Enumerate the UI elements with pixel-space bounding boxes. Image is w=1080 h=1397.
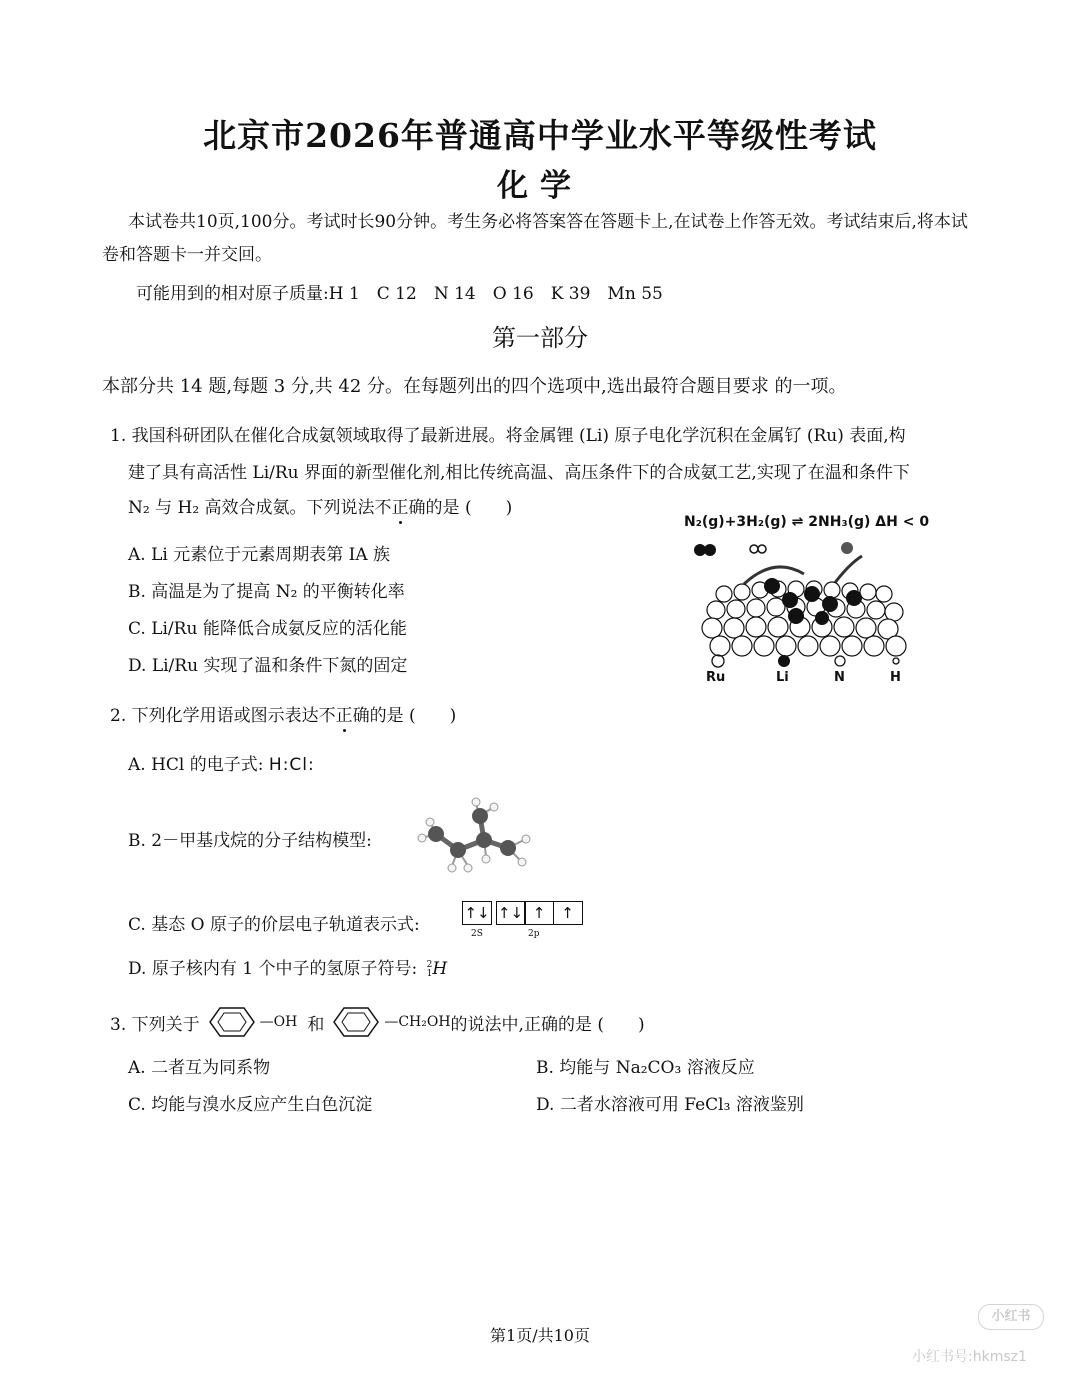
ru-legend-icon — [706, 654, 730, 668]
q1-line3 — [128, 492, 512, 525]
intro-line2: 后,将本试卷和答题卡一并交回。 — [102, 212, 968, 265]
isotope-mass-number: 2 — [426, 959, 433, 970]
q3-option-d: D. 二者水溶液可用 FeCl₃ 溶液鉴别 — [536, 1095, 804, 1115]
legend-n-label: N — [834, 670, 845, 685]
q1-stem-emphasis: 不正确 — [374, 498, 426, 518]
legend-li-label: Li — [776, 670, 789, 685]
q3-option-b: B. 均能与 Na₂CO₃ 溶液反应 — [536, 1058, 755, 1078]
subject-title: 化学 — [497, 168, 583, 204]
catalyst-surface-illustration — [684, 534, 944, 664]
q3-and: 和 — [307, 1014, 325, 1035]
orbital-box-2p-3: ↑ — [553, 901, 583, 925]
atomic-masses: 可能用到的相对原子质量:H 1 C 12 N 14 O 16 K 39 Mn 55 — [136, 284, 663, 304]
isotope-element: H — [432, 959, 448, 979]
hcl-electron-formula: H:Cl: — [268, 755, 315, 775]
q2-stem-emphasis: 不正确 — [318, 706, 370, 726]
part1-title: 第一部分 — [492, 324, 588, 352]
q3-group-ch2oh: —CH₂OH — [384, 1014, 451, 1030]
q1-option-a: A. Li 元素位于元素周期表第 IA 族 — [128, 545, 391, 565]
q2-option-d — [128, 954, 447, 979]
part1-instructions: 本部分共 14 题,每题 3 分,共 42 分。在每题列出的四个选项中,选出最符合题目要求 的一项。 — [102, 376, 847, 397]
isotope-atomic-number: 1 — [426, 968, 433, 979]
q3-stem — [110, 1005, 645, 1039]
q2-stem-post: 的是 ( ) — [369, 706, 457, 726]
h-legend-icon — [884, 654, 908, 668]
q3-group-oh: —OH — [259, 1014, 298, 1030]
orbital-box-2p-2: ↑ — [524, 901, 554, 925]
orbital-box-2p-1: ↑↓ — [496, 901, 526, 925]
intro-line1: 本试卷共10页,100分。考试时长90分钟。考生务必将答案答在答题卡上,在试卷上作答无效。考试结束 — [128, 212, 895, 232]
q1-figure-equation: N₂(g)+3H₂(g) ⇌ 2NH₃(g) ΔH < 0 — [684, 514, 930, 530]
q1-option-d: D. Li/Ru 实现了温和条件下氮的固定 — [128, 656, 408, 676]
q3-stem-pre: 3. 下列关于 — [110, 1014, 200, 1035]
li-legend-icon — [772, 654, 796, 668]
orbital-label-2p: 2p — [528, 929, 540, 939]
orbital-box-2s: ↑↓ — [462, 901, 492, 925]
q3-option-c: C. 均能与溴水反应产生白色沉淀 — [128, 1095, 373, 1115]
q1-stem-post: 的是 ( ) — [425, 498, 513, 518]
q1-line2: 建了具有高活性 Li/Ru 界面的新型催化剂,相比传统高温、高压条件下的合成氨工艺,实现了在温和条件下 — [128, 463, 910, 483]
benzene-ring-icon — [328, 1005, 384, 1039]
benzene-ring-icon — [204, 1005, 260, 1039]
q2-option-c: C. 基态 O 原子的价层电子轨道表示式: — [128, 915, 420, 935]
exam-title: 北京市2026年普通高中学业水平等级性考试 — [203, 116, 877, 155]
q1-option-c: C. Li/Ru 能降低合成氨反应的活化能 — [128, 619, 407, 639]
orbital-label-2s: 2S — [471, 929, 483, 939]
q3-option-a: A. 二者互为同系物 — [128, 1058, 271, 1078]
q2-option-a-text: A. HCl 的电子式: — [128, 755, 264, 775]
q2-option-a — [128, 750, 315, 775]
q1-line1: 1. 我国科研团队在催化合成氨领域取得了最新进展。将金属锂 (Li) 原子电化学沉积在金属钌 (Ru) 表面,构 — [110, 426, 906, 446]
q3-stem-post: 的说法中,正确的是 ( ) — [450, 1014, 645, 1035]
intro-paragraph — [102, 206, 982, 272]
orbital-diagram — [462, 901, 581, 939]
watermark-account-id: 小红书号:hkmsz1 — [912, 1349, 1027, 1365]
q1-figure-legend — [684, 654, 944, 684]
n-legend-icon — [828, 654, 852, 668]
watermark-logo: 小红书 — [978, 1304, 1044, 1330]
q2-option-b: B. 2－甲基戊烷的分子结构模型: — [128, 831, 372, 851]
q1-stem-pre: N₂ 与 H₂ 高效合成氨。下列说法 — [128, 498, 375, 518]
q1-catalyst-figure — [684, 514, 944, 684]
q2-stem — [110, 700, 456, 733]
page-number: 第1页/共10页 — [490, 1326, 590, 1345]
legend-ru-label: Ru — [706, 670, 726, 685]
ball-stick-molecule-model — [408, 796, 538, 878]
q2-option-d-text: D. 原子核内有 1 个中子的氢原子符号: — [128, 959, 418, 979]
q2-stem-pre: 2. 下列化学用语或图示表达 — [110, 706, 319, 726]
q1-option-b: B. 高温是为了提高 N₂ 的平衡转化率 — [128, 582, 405, 602]
legend-h-label: H — [890, 670, 901, 685]
